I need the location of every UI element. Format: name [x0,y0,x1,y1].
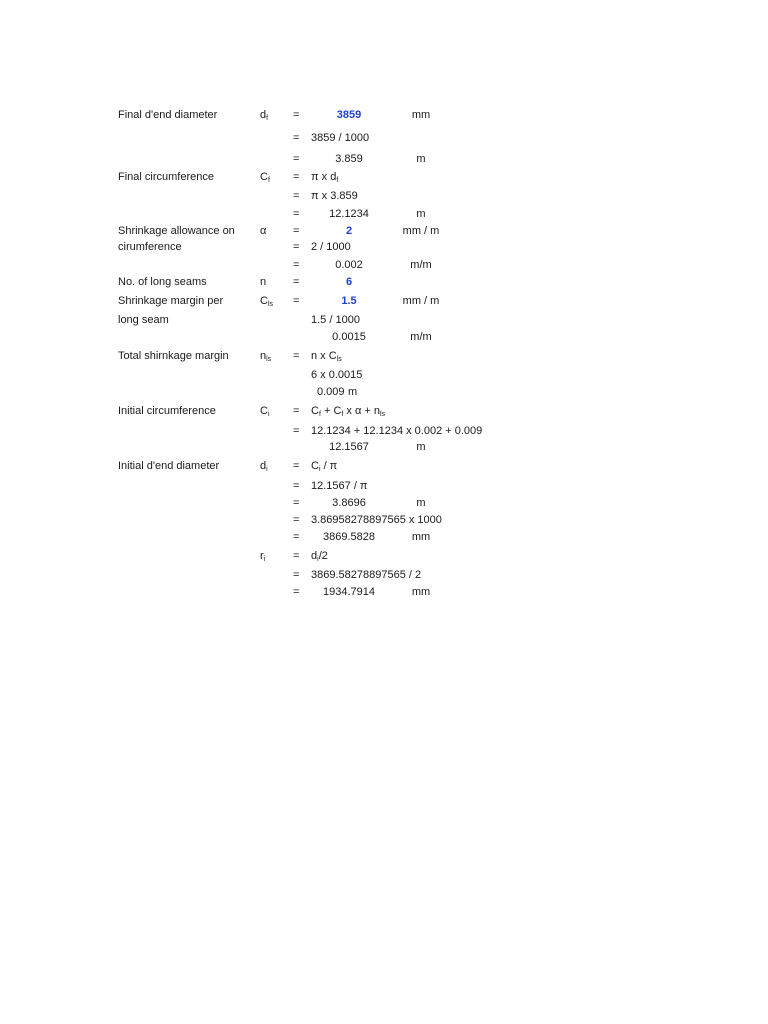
unit-label: m/m [410,331,432,343]
final-diameter-row [0,106,768,124]
result-value: 12.1567 [329,441,369,453]
calc-step [0,566,768,584]
calc-result [0,494,768,512]
calc-expression: 1.5 / 1000 [311,314,360,326]
initial-diameter-symbol: $d_i$ [260,460,268,473]
initial-circumference-row [0,402,768,420]
shrinkage-margin-label-cont: long seam [118,314,169,326]
result-value: 0.002 [335,259,363,271]
calc-result [0,528,768,546]
unit-label: mm / m [402,295,440,307]
calc-expression: π x 3.859 [311,190,358,202]
calc-result [0,383,768,401]
unit-label: mm / m [402,225,440,237]
calc-result [0,583,768,601]
equals-sign: = [293,569,300,581]
shrinkage-margin-label: Shrinkage margin per [118,295,224,307]
calc-step [0,187,768,205]
shrinkage-margin-symbol: $C_{ls}$ [260,295,274,308]
equals-sign: = [293,259,300,271]
equals-sign: = [293,497,300,509]
final-circumference-symbol: $C_f$ [260,171,270,184]
radius-row [0,547,768,565]
initial-diameter-label: Initial d'end diameter [118,460,220,472]
formula-expression: $C_f + C_f$ x $\alpha + n_{ls}$ [311,405,386,418]
unit-label: m [416,153,426,165]
radius-symbol: $r_i$ [260,550,266,563]
equals-sign: = [293,276,300,288]
equals-sign: = [293,295,300,307]
calc-result [0,256,768,274]
long-seams-label: No. of long seams [118,276,207,288]
equals-sign: = [293,241,300,253]
formula-expression: n x $C_{ls}$ [311,350,342,363]
formula-expression: $d_i/2$ [311,550,328,563]
equals-sign: = [293,208,300,220]
unit-label: mm [411,531,431,543]
unit-label: m [416,497,426,509]
long-seams-row [0,273,768,291]
calc-step [0,511,768,529]
calc-expression: 12.1234 + 12.1234 x 0.002 + 0.009 [311,425,483,437]
calc-expression: 2 / 1000 [311,241,351,253]
unit-label: m/m [410,259,432,271]
calc-result [0,205,768,223]
calc-result [0,150,768,168]
total-margin-symbol: $n_{ls}$ [260,350,272,363]
final-circumference-row [0,168,768,186]
unit-label: mm [411,109,431,121]
calc-step [0,129,768,147]
result-value: 0.0015 [332,331,366,343]
unit-label: m [416,208,426,220]
result-value: 12.1234 [329,208,369,220]
final-diameter-symbol: $d_f$ [260,109,269,122]
final-circumference-label: Final circumference [118,171,214,183]
calc-expression: 3.86958278897565 x 1000 [311,514,442,526]
calc-step [0,238,768,256]
calc-expression: 12.1567 / π [311,480,368,492]
total-margin-row [0,347,768,365]
result-value: 3.8696 [332,497,366,509]
result-value: 3869.5828 [323,531,375,543]
equals-sign: = [293,132,300,144]
equals-sign: = [293,153,300,165]
equals-sign: = [293,190,300,202]
equals-sign: = [293,460,300,472]
equals-sign: = [293,425,300,437]
initial-circumference-symbol: $C_i$ [260,405,270,418]
long-seams-symbol: n [260,276,267,288]
equals-sign: = [293,586,300,598]
final-diameter-input[interactable]: 3859 [336,109,362,121]
final-diameter-label: Final d'end diameter [118,109,218,121]
shrinkage-allowance-symbol: α [260,225,267,237]
unit-label: mm [411,586,431,598]
calc-step [0,366,768,384]
unit-label: m [416,441,426,453]
calc-expression: 6 x 0.0015 [311,369,363,381]
equals-sign: = [293,171,300,183]
long-seams-input[interactable]: 6 [345,276,353,288]
calc-expression: 3859 / 1000 [311,132,370,144]
calc-result [0,328,768,346]
result-value: 3.859 [335,153,363,165]
shrinkage-allowance-input[interactable]: 2 [345,225,353,237]
unit-label: m [348,386,358,398]
shrinkage-margin-row [0,292,768,310]
result-value: 1934.7914 [323,586,375,598]
result-value: 0.009 [317,386,345,398]
calc-step [0,477,768,495]
equals-sign: = [293,531,300,543]
calc-step [0,311,768,329]
formula-expression: π x $d_f$ [311,171,339,184]
initial-diameter-row [0,457,768,475]
shrinkage-margin-input[interactable]: 1.5 [341,295,357,307]
calc-result [0,438,768,456]
calc-expression: 3869.58278897565 / 2 [311,569,422,581]
equals-sign: = [293,514,300,526]
equals-sign: = [293,480,300,492]
equals-sign: = [293,405,300,417]
formula-expression: $C_i$ / π [311,460,338,473]
equals-sign: = [293,550,300,562]
equals-sign: = [293,225,300,237]
equals-sign: = [293,350,300,362]
shrinkage-allowance-label: Shrinkage allowance on [118,225,235,237]
total-margin-label: Total shirnkage margin [118,350,229,362]
equals-sign: = [293,109,300,121]
shrinkage-allowance-label-cont: cirumference [118,241,182,253]
initial-circumference-label: Initial circumference [118,405,216,417]
